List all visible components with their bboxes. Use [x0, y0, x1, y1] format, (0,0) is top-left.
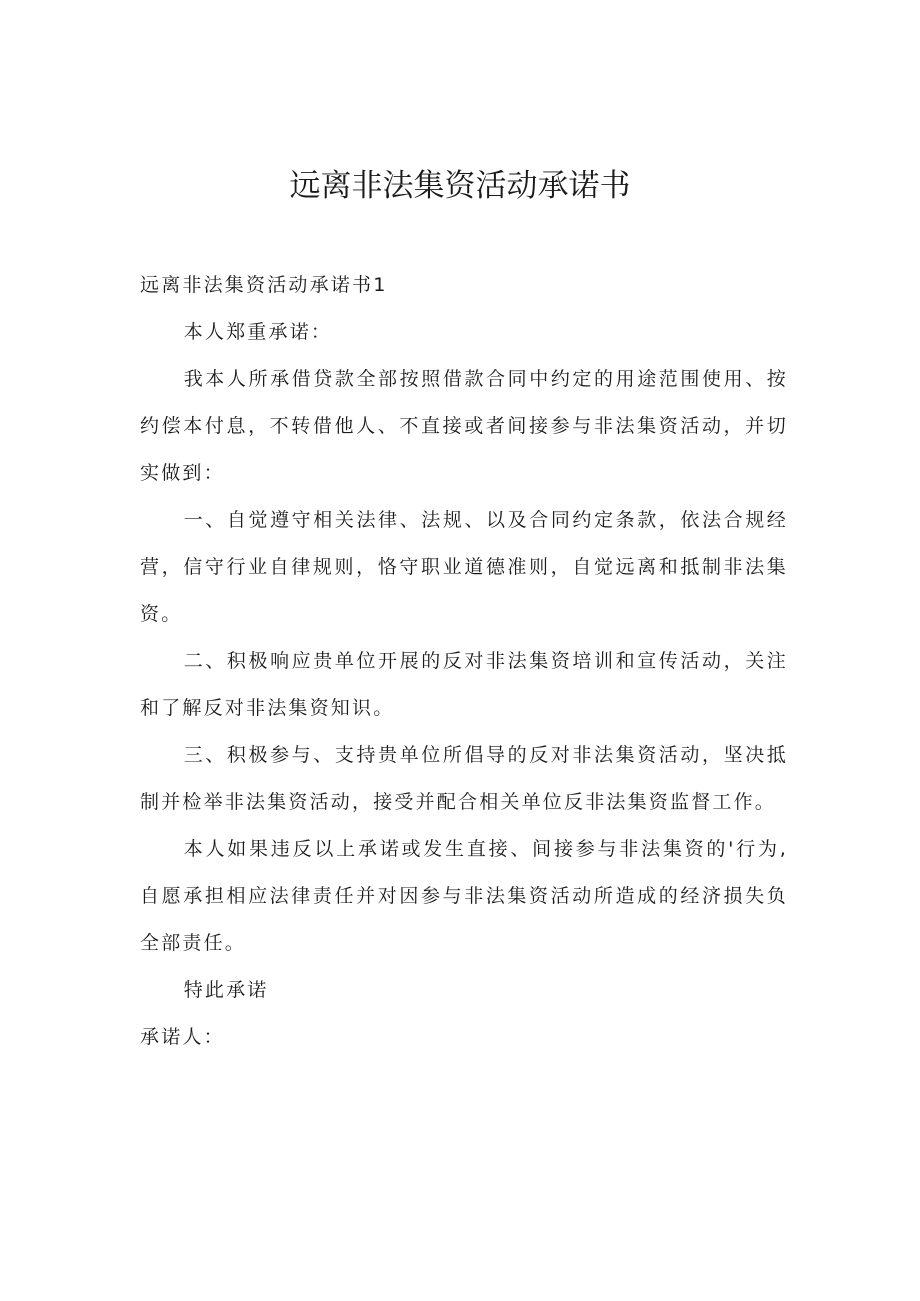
signer-label: 承诺人：: [140, 1026, 225, 1048]
paragraph-item-1: 一、自觉遵守相关法律、法规、以及合同约定条款，依法合规经营，信守行业自律规则，恪守职业道德准则，自觉远离和抵制非法集资。: [140, 509, 788, 625]
document-title: 远离非法集资活动承诺书: [289, 168, 631, 204]
document-subtitle: 远离非法集资活动承诺书1: [140, 274, 388, 296]
closing-statement: 特此承诺: [183, 979, 269, 1001]
paragraph-item-2: 二、积极响应贵单位开展的反对非法集资培训和宣传活动，关注和了解反对非法集资知识。: [140, 650, 788, 719]
paragraph-intro: 我本人所承借贷款全部按照借款合同中约定的用途范围使用、按约偿本付息，不转借他人、不直接或者间接参与非法集资活动，并切实做到：: [140, 368, 788, 484]
paragraph-liability: 本人如果违反以上承诺或发生直接、间接参与非法集资的'行为,自愿承担相应法律责任并对因参与非法集资活动所造成的经济损失负全部责任。: [140, 838, 788, 954]
opening-statement: 本人郑重承诺：: [183, 321, 333, 343]
document-body: [140, 262, 788, 1061]
paragraph-item-3: 三、积极参与、支持贵单位所倡导的反对非法集资活动，坚决抵制并检举非法集资活动，接受并配合相关单位反非法集资监督工作。: [140, 744, 788, 813]
